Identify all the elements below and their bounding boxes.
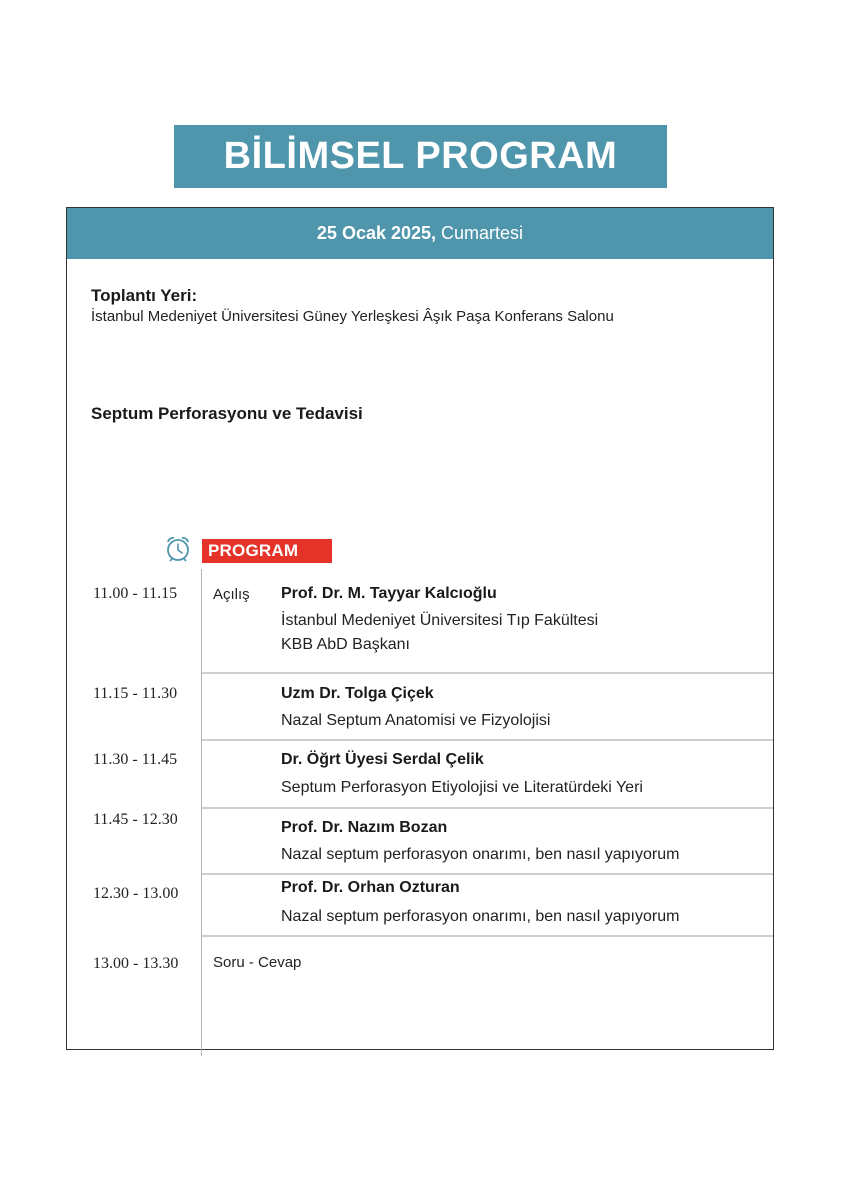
- session-type: Soru - Cevap: [213, 954, 302, 971]
- row-divider: [202, 739, 773, 741]
- topic-title: Septum Perforasyonu ve Tedavisi: [91, 404, 363, 423]
- session-line: İstanbul Medeniyet Üniversitesi Tıp Fakültesi: [281, 612, 599, 629]
- date-bar: [67, 208, 773, 259]
- session-line: Nazal Septum Anatomisi ve Fizyolojisi: [281, 712, 551, 729]
- session-speaker: Uzm Dr. Tolga Çiçek: [281, 685, 434, 702]
- venue-label: Toplantı Yeri:: [91, 286, 198, 305]
- session-speaker: Prof. Dr. M. Tayyar Kalcıoğlu: [281, 585, 497, 602]
- session-line: Septum Perforasyon Etiyolojisi ve Literatürdeki Yeri: [281, 779, 643, 796]
- session-line: Nazal septum perforasyon onarımı, ben nasıl yapıyorum: [281, 908, 680, 925]
- session-line: Nazal septum perforasyon onarımı, ben nasıl yapıyorum: [281, 846, 680, 863]
- session-time: 11.15 - 11.30: [93, 685, 178, 702]
- session-time: 13.00 - 13.30: [93, 955, 179, 972]
- date-text: 25 Ocak 2025,: [316, 223, 437, 243]
- session-time: 11.30 - 11.45: [93, 751, 178, 768]
- program-frame: [66, 207, 774, 1050]
- session-speaker: Prof. Dr. Nazım Bozan: [281, 819, 448, 836]
- session-time: 11.45 - 12.30: [93, 811, 178, 828]
- page-title: BİLİMSEL PROGRAM: [174, 125, 667, 188]
- column-divider: [201, 569, 202, 1056]
- alarm-clock-icon: [164, 535, 192, 563]
- row-divider: [202, 873, 773, 875]
- session-type: Açılış: [213, 586, 250, 603]
- session-time: 12.30 - 13.00: [93, 885, 179, 902]
- venue-value: İstanbul Medeniyet Üniversitesi Güney Yerleşkesi Âşık Paşa Konferans Salonu: [91, 308, 614, 325]
- row-divider: [202, 807, 773, 809]
- day-text: Cumartesi: [441, 223, 524, 243]
- session-speaker: Dr. Öğrt Üyesi Serdal Çelik: [281, 751, 484, 768]
- session-time: 11.00 - 11.15: [93, 585, 178, 602]
- session-line: KBB AbD Başkanı: [281, 636, 410, 653]
- session-speaker: Prof. Dr. Orhan Ozturan: [281, 879, 460, 896]
- program-badge: PROGRAM: [202, 539, 332, 563]
- row-divider: [202, 935, 773, 937]
- row-divider: [202, 672, 773, 674]
